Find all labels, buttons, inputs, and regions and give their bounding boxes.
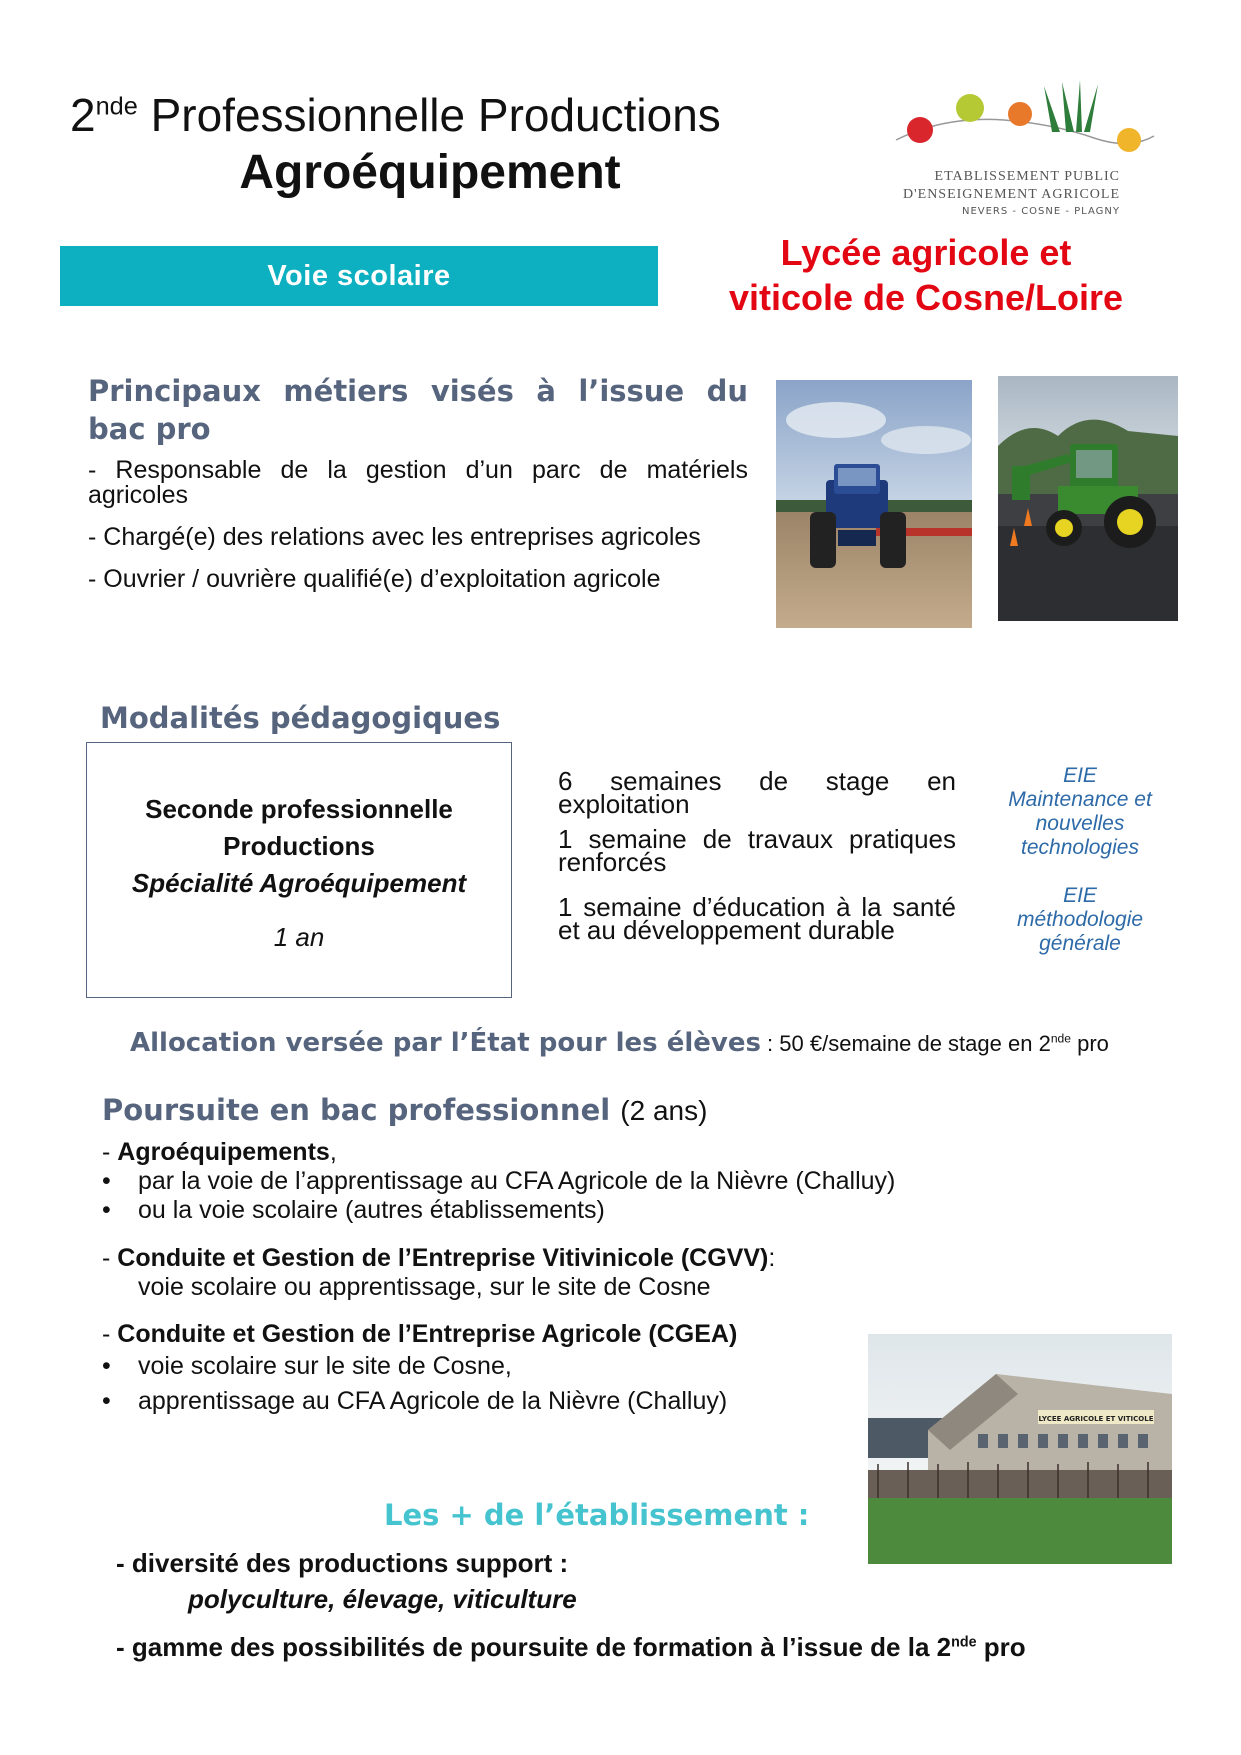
allocation-line xyxy=(130,1028,1109,1058)
lycee-title xyxy=(666,230,1186,320)
seconde-pro-duree: 1 an xyxy=(273,922,325,952)
stage-item: 1 semaine de travaux pratiques renforcés xyxy=(558,824,956,877)
plus-item-diversite-detail: polyculture, élevage, viticulture xyxy=(188,1584,577,1614)
poursuite-heading xyxy=(102,1092,707,1129)
bac-cgea-list xyxy=(102,1349,737,1419)
bac-agro-title: Agroéquipements xyxy=(117,1138,330,1166)
list-item: • apprentissage au CFA Agricole de la Nièvre (Challuy) xyxy=(102,1384,737,1419)
logo-yellow-circle xyxy=(1117,128,1141,152)
school-logo xyxy=(884,78,1164,228)
bac-cgea xyxy=(102,1320,737,1419)
eie-label: EIE xyxy=(1063,764,1097,787)
stage-item: 1 semaine d’éducation à la santé et au développement durable xyxy=(558,892,956,945)
lycee-title-line1: Lycée agricole et xyxy=(780,232,1072,273)
voie-scolaire-banner: Voie scolaire xyxy=(60,246,658,306)
bac-cgea-title: Conduite et Gestion de l’Entreprise Agricole (CGEA) xyxy=(117,1320,738,1348)
bac-cgvv-title-line xyxy=(102,1244,775,1273)
allocation-value xyxy=(761,1031,1109,1056)
dash: - xyxy=(102,1138,118,1166)
bac-cgea-title-line xyxy=(102,1320,737,1349)
bac-agro-list xyxy=(102,1167,895,1225)
plus-item-gamme xyxy=(116,1632,1026,1663)
plus-item-gamme-sup: nde xyxy=(951,1634,977,1651)
bac-agroequipements xyxy=(102,1138,895,1225)
poursuite-duree: (2 ans) xyxy=(620,1095,708,1126)
allocation-label: Allocation versée par l’État pour les élèves xyxy=(130,1028,761,1058)
poursuite-heading-text: Poursuite en bac professionnel xyxy=(102,1093,611,1127)
eie-group-maintenance xyxy=(992,764,1168,860)
bac-cgvv-title: Conduite et Gestion de l’Entreprise Vitivinicole (CGVV) xyxy=(117,1244,769,1272)
seconde-pro-title: Seconde professionnelle Productions xyxy=(145,794,453,861)
blue-tractor-photo xyxy=(776,380,972,628)
metiers-heading: Principaux métiers visés à l’issue du bac pro xyxy=(88,374,748,446)
seconde-pro-specialite: Spécialité Agroéquipement xyxy=(131,868,467,898)
logo-green-circle xyxy=(956,94,984,122)
bac-agro-after: , xyxy=(329,1138,337,1166)
title-line1-rest: Professionnelle Productions xyxy=(137,89,721,141)
bac-cgvv xyxy=(102,1244,775,1302)
eie-text: méthodologie générale xyxy=(1016,908,1144,955)
metier-item: - Chargé(e) des relations avec les entreprises agricoles xyxy=(88,523,701,551)
plus-item-gamme-prefix: - gamme des possibilités de poursuite de formation à l’issue de la 2 xyxy=(116,1632,952,1662)
lycee-title-line2: viticole de Cosne/Loire xyxy=(728,277,1124,318)
bac-agro-title-line xyxy=(102,1138,895,1167)
logo-text-line2: D'ENSEIGNEMENT AGRICOLE xyxy=(903,187,1120,202)
eie-group-methodologie xyxy=(992,884,1168,956)
metier-item: - Responsable de la gestion d’un parc de matériels agricoles xyxy=(88,456,748,509)
logo-orange-circle xyxy=(1008,102,1032,126)
seconde-pro-box xyxy=(86,742,512,998)
page-title-line2: Agroéquipement xyxy=(239,146,621,199)
title-prefix: 2 xyxy=(70,89,96,141)
building-sign-text: LYCEE AGRICOLE ET VITICOLE xyxy=(1038,1415,1154,1423)
dash: - xyxy=(102,1244,118,1272)
list-item: • voie scolaire sur le site de Cosne, xyxy=(102,1349,737,1384)
modalites-heading: Modalités pédagogiques xyxy=(100,701,501,735)
eie-label: EIE xyxy=(1063,884,1097,907)
green-tractor-photo xyxy=(998,376,1178,621)
allocation-value-prefix: : 50 €/semaine de stage en 2 xyxy=(760,1031,1051,1056)
allocation-value-sup: nde xyxy=(1050,1031,1071,1046)
metiers-list xyxy=(88,458,748,609)
allocation-value-suffix: pro xyxy=(1071,1031,1109,1056)
stage-item: 6 semaines de stage en exploitation xyxy=(558,766,956,819)
eie-block xyxy=(992,764,1168,980)
plus-heading: Les + de l’établissement : xyxy=(384,1498,810,1532)
logo-leaf-shape xyxy=(1044,80,1098,132)
plus-item-gamme-suffix: pro xyxy=(976,1632,1026,1662)
dash: - xyxy=(102,1320,118,1348)
logo-red-circle xyxy=(907,117,933,143)
school-building-photo xyxy=(868,1334,1172,1564)
title-prefix-sup: nde xyxy=(95,92,138,121)
metier-item: - Ouvrier / ouvrière qualifié(e) d’exploitation agricole xyxy=(88,565,661,593)
logo-text-line3: NEVERS - COSNE - PLAGNY xyxy=(961,206,1120,217)
eie-text: Maintenance et nouvelles technologies xyxy=(1008,788,1152,859)
bac-cgvv-detail: voie scolaire ou apprentissage, sur le site de Cosne xyxy=(138,1273,711,1301)
list-item: • ou la voie scolaire (autres établissements) xyxy=(102,1196,895,1225)
logo-text-line1: ETABLISSEMENT PUBLIC xyxy=(934,169,1120,184)
stages-list xyxy=(558,766,956,954)
plus-item-diversite: - diversité des productions support : xyxy=(116,1548,569,1578)
bac-cgvv-after: : xyxy=(768,1244,776,1272)
page-title-line1 xyxy=(70,88,790,142)
list-item: • par la voie de l’apprentissage au CFA Agricole de la Nièvre (Challuy) xyxy=(102,1167,895,1196)
